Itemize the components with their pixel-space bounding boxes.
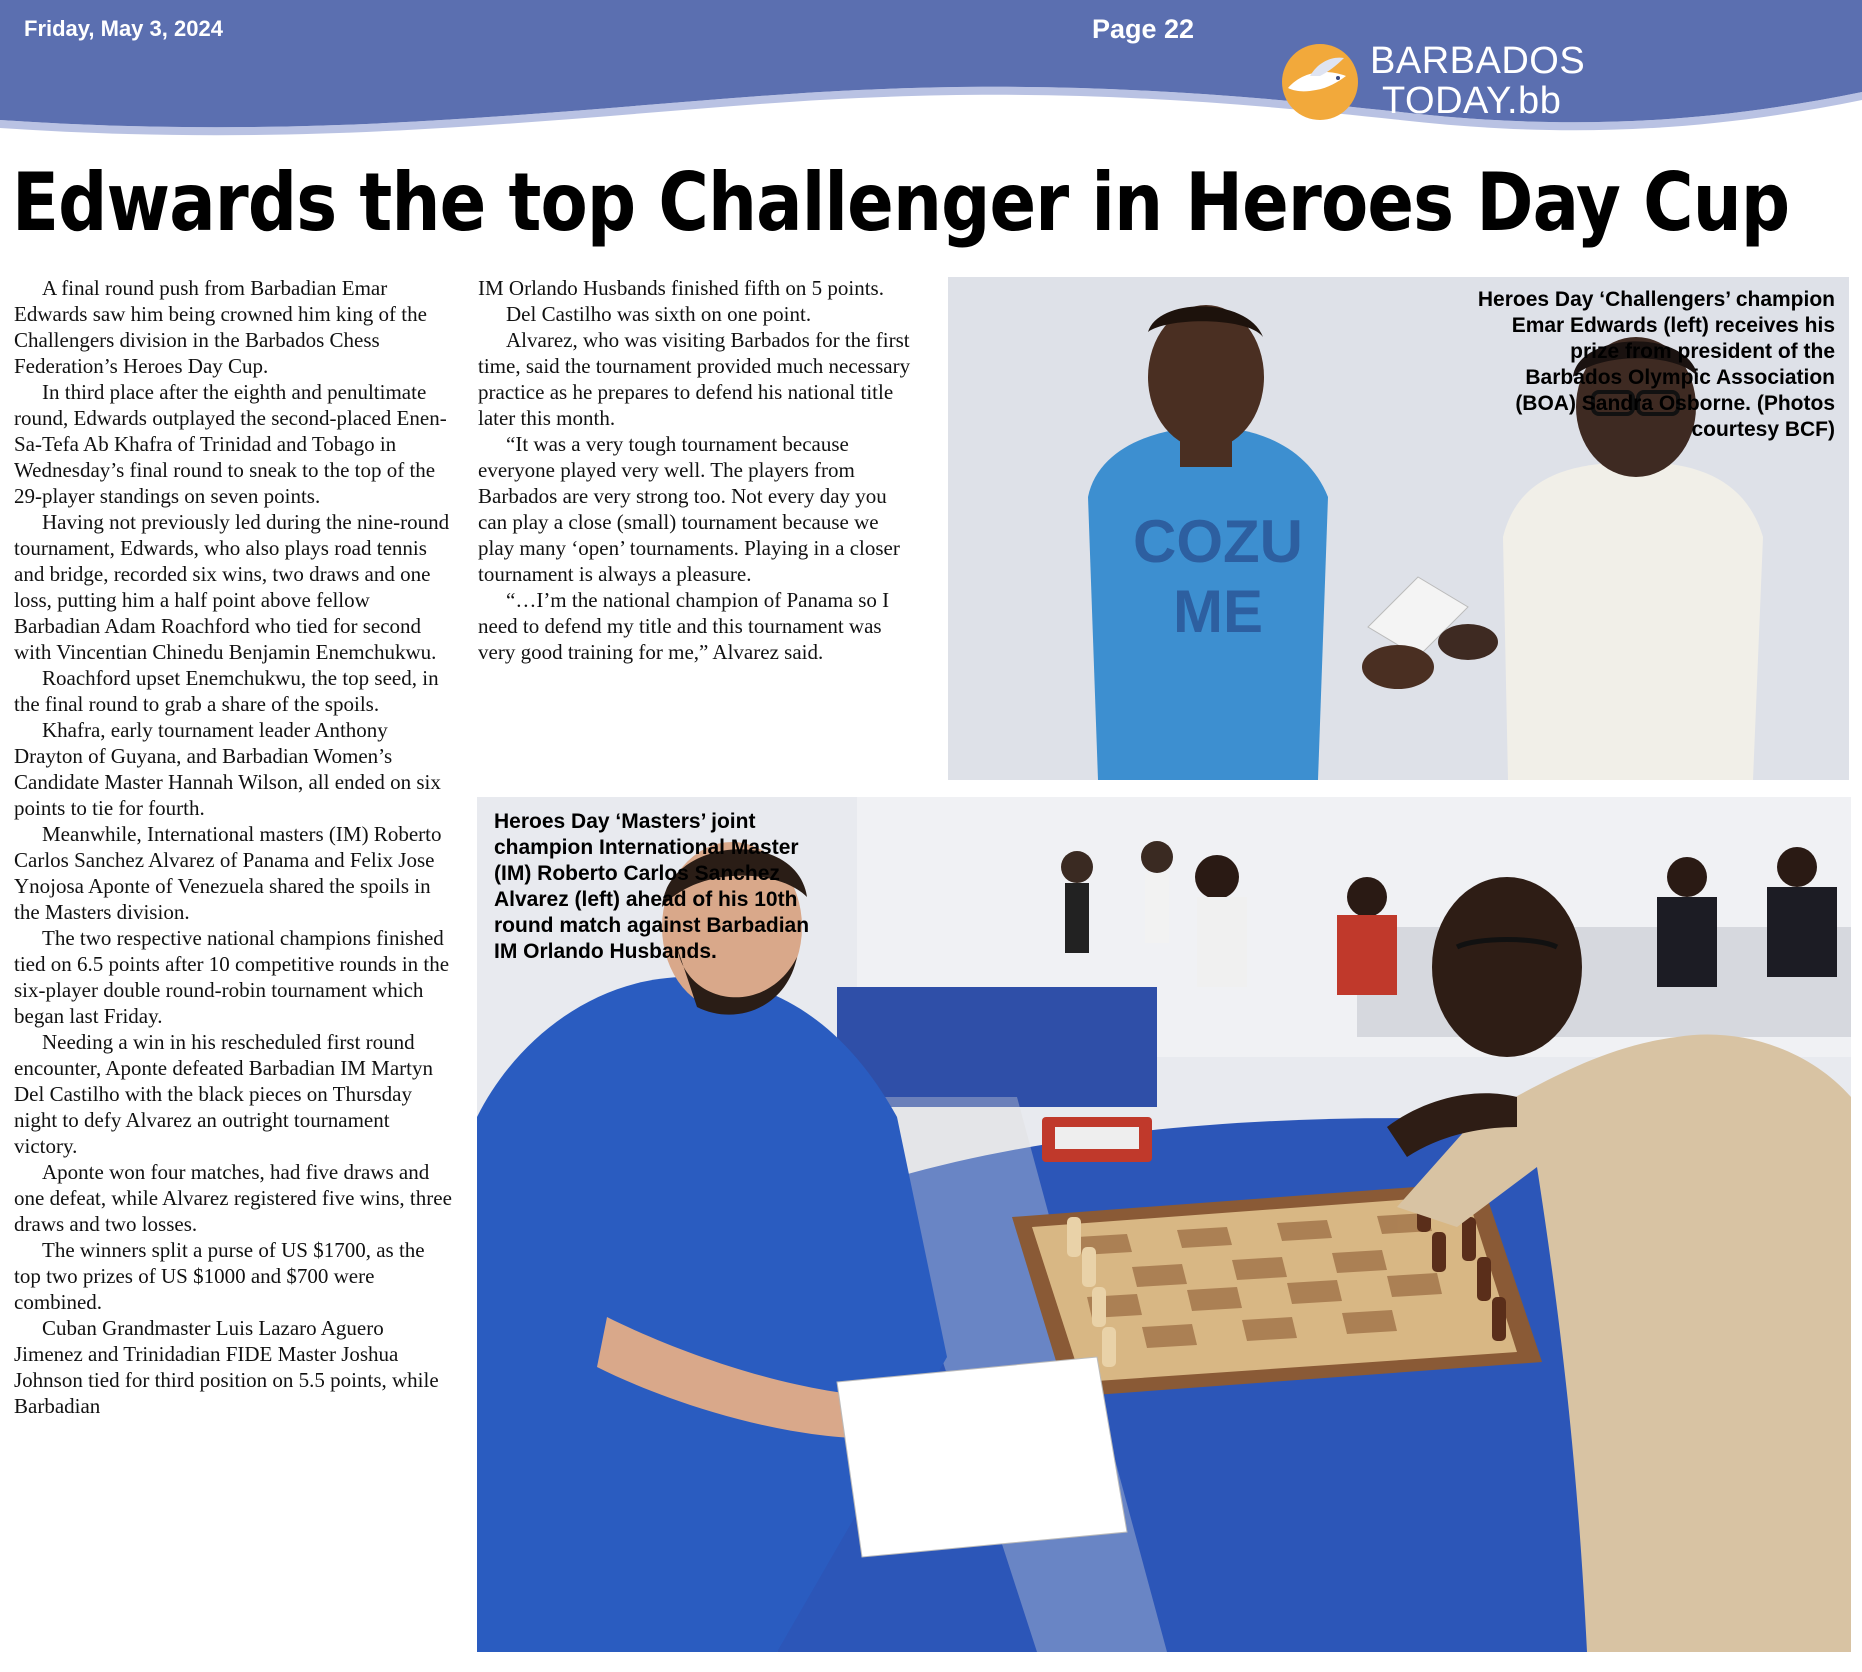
paragraph: Aponte won four matches, had five draws and one defeat, while Alvarez registered five wins, three draws and two losses.	[14, 1160, 452, 1236]
paragraph: The two respective national champions finished tied on 6.5 points after 10 competitive rounds in the six-player double round-robin tournament which began last Friday.	[14, 926, 450, 1028]
paragraph: Having not previously led during the nine-round tournament, Edwards, who also plays road tennis and bridge, recorded six wins, two draws and one loss, putting him a half point above fellow Barbadian Adam Roachford who tied for second with Vincentian Chinedu Benjamin Enemchukwu.	[14, 510, 450, 664]
paragraph: “…I’m the national champion of Panama so I need to defend my title and this tournament was very good training for me,” Alvarez said.	[478, 588, 890, 664]
masthead	[0, 0, 1862, 140]
paragraph: Needing a win in his rescheduled first round encounter, Aponte defeated Barbadian IM Martyn Del Castilho with the black pieces on Thursday night to defy Alvarez an outright tournament victory.	[14, 1030, 434, 1158]
logo-wordmark-line2: TODAY.bb	[1382, 80, 1562, 122]
paragraph: Alvarez, who was visiting Barbados for the first time, said the tournament provided much necessary practice as he prepares to defend his national title later this month.	[478, 328, 911, 430]
photo-caption-challengers: Heroes Day ‘Challengers’ champion Emar Edwards (left) receives his prize from president of the Barbados Olympic Association (BOA) Sandra Osborne. (Photos courtesy BCF)	[1477, 288, 1835, 441]
photo-prize-presentation	[948, 277, 1849, 780]
paragraph: Del Castilho was sixth on one point.	[506, 302, 812, 326]
photo-masters-match	[477, 797, 1851, 1652]
article-column-1	[14, 275, 454, 1419]
paragraph: The winners split a purse of US $1700, as the top two prizes of US $1000 and $700 were combined.	[14, 1238, 425, 1314]
paragraph: In third place after the eighth and penultimate round, Edwards outplayed the second-placed Enen-Sa-Tefa Ab Khafra of Trinidad and Tobago in Wednesday’s final round to sneak to the top of the 29-player standings on seven points.	[14, 380, 447, 508]
photo-caption-masters: Heroes Day ‘Masters’ joint champion International Master (IM) Roberto Carlos Sanchez Alvarez (left) ahead of his 10th round match against Barbadian IM Orlando Husbands.	[494, 810, 810, 963]
article-headline: Edwards the top Challenger in Heroes Day Cup	[12, 156, 1790, 249]
logo-wordmark-line1: BARBADOS	[1370, 40, 1586, 82]
paragraph: IM Orlando Husbands finished fifth on 5 points.	[478, 276, 884, 300]
flying-fish-logo-icon	[1280, 42, 1360, 122]
publication-logo[interactable]	[1280, 40, 1600, 126]
svg-text:COZU: COZU	[1133, 508, 1303, 575]
paragraph: “It was a very tough tournament because everyone played very well. The players from Barbados are very strong too. Not every day you can play a close (small) tournament because we play many ‘open’ tournaments. Playing in a closer tournament is always a pleasure.	[478, 432, 900, 586]
article-column-2	[478, 275, 918, 665]
paragraph: Roachford upset Enemchukwu, the top seed, in the final round to grab a share of the spoils.	[14, 666, 439, 716]
paragraph: Meanwhile, International masters (IM) Roberto Carlos Sanchez Alvarez of Panama and Felix Jose Ynojosa Aponte of Venezuela shared the spoils in the Masters division.	[14, 822, 442, 924]
paragraph: Khafra, early tournament leader Anthony Drayton of Guyana, and Barbadian Women’s Candidate Master Hannah Wilson, all ended on six points to tie for fourth.	[14, 718, 441, 820]
paragraph: Cuban Grandmaster Luis Lazaro Aguero Jimenez and Trinidadian FIDE Master Joshua Johnson tied for third position on 5.5 points, while Barbadian	[14, 1316, 439, 1418]
svg-text:ME: ME	[1173, 578, 1263, 645]
issue-date: Friday, May 3, 2024	[24, 16, 223, 41]
page-number: Page 22	[1092, 14, 1195, 44]
paragraph: A final round push from Barbadian Emar Edwards saw him being crowned him king of the Challengers division in the Barbados Chess Federation’s Heroes Day Cup.	[14, 276, 427, 378]
